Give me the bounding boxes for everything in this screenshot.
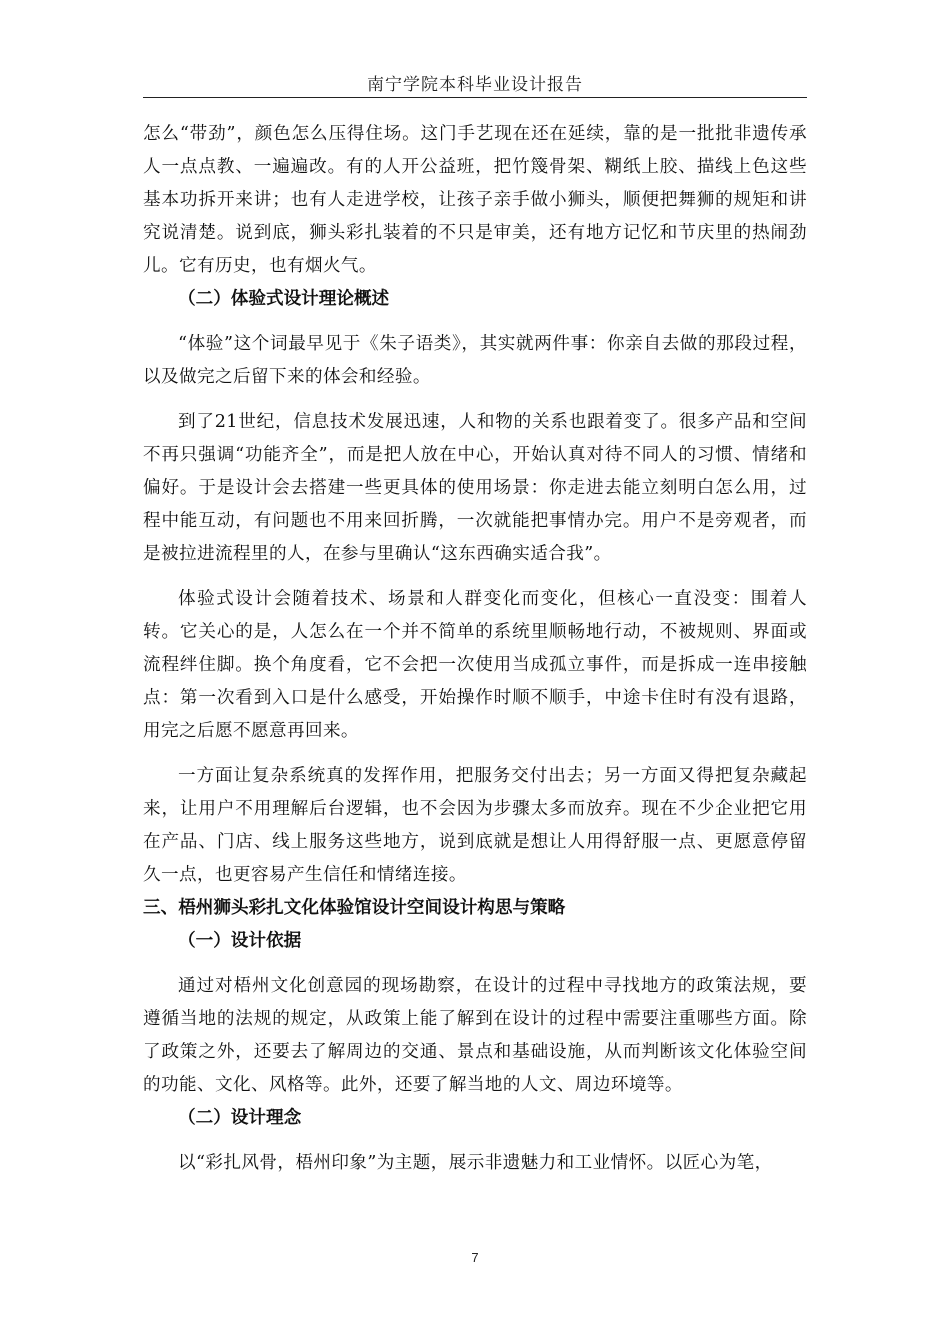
page-header-title: 南宁学院本科毕业设计报告 [367, 75, 583, 95]
section-heading-3: 三、梧州狮头彩扎文化体验馆设计空间设计构思与策略 [143, 898, 566, 918]
paragraph-21st-century: 到了21世纪，信息技术发展迅速，人和物的关系也跟着变了。很多产品和空间不再只强调“功能齐全”，而是把人放在中心，开始认真对待不同人的习惯、情绪和偏好。于是设计会去搭建一些更具体的使用场景：你走进去能立刻明白怎么用，过程中能互动，有问题也不用来回折腾，一次就能把事情办完。用户不是旁观者，而是被拉进流程里的人，在参与里确认“这东西确实适合我”。 [143, 412, 807, 564]
paragraph-core-principle: 体验式设计会随着技术、场景和人群变化而变化，但核心一直没变：围着人转。它关心的是，人怎么在一个并不简单的系统里顺畅地行动，不被规则、界面或流程绊住脚。换个角度看，它不会把一次使用当成孤立事件，而是拆成一连串接触点：第一次看到入口是什么感受，开始操作时顺不顺手，中途卡住时有没有退路，用完之后愿不愿意再回来。 [143, 589, 807, 741]
paragraph-design-basis: 通过对梧州文化创意园的现场勘察，在设计的过程中寻找地方的政策法规，要遵循当地的法规的规定，从政策上能了解到在设计的过程中需要注重哪些方面。除了政策之外，还要去了解周边的交通、景点和基础设施，从而判断该文化体验空间的功能、文化、风格等。此外，还要了解当地的人文、周边环境等。 [143, 976, 807, 1095]
subheading-design-concept: （二）设计理念 [178, 1108, 302, 1128]
page-number: 7 [471, 1250, 479, 1265]
paragraph-complexity: 一方面让复杂系统真的发挥作用，把服务交付出去；另一方面又得把复杂藏起来，让用户不用理解后台逻辑，也不会因为步骤太多而放弃。现在不少企业把它用在产品、门店、线上服务这些地方，说到底就是想让人用得舒服一点、更愿意停留久一点，也更容易产生信任和情绪连接。 [143, 766, 807, 885]
paragraph-continuation: 怎么“带劲”，颜色怎么压得住场。这门手艺现在还在延续，靠的是一批批非遗传承人一点点教、一遍遍改。有的人开公益班，把竹篾骨架、糊纸上胶、描线上色这些基本功拆开来讲；也有人走进学校，让孩子亲手做小狮头，顺便把舞狮的规矩和讲究说清楚。说到底，狮头彩扎装着的不只是审美，还有地方记忆和节庆里的热闹劲儿。它有历史，也有烟火气。 [143, 124, 807, 276]
header-divider [143, 97, 807, 98]
paragraph-design-concept: 以“彩扎风骨，梧州印象”为主题，展示非遗魅力和工业情怀。以匠心为笔， [178, 1153, 773, 1173]
subheading-design-basis: （一）设计依据 [178, 931, 302, 951]
document-body [143, 118, 807, 1180]
paragraph-experience-origin: “体验”这个词最早见于《朱子语类》，其实就两件事：你亲自去做的那段过程，以及做完之后留下来的体会和经验。 [143, 334, 807, 387]
subheading-experience-theory: （二）体验式设计理论概述 [178, 289, 390, 309]
